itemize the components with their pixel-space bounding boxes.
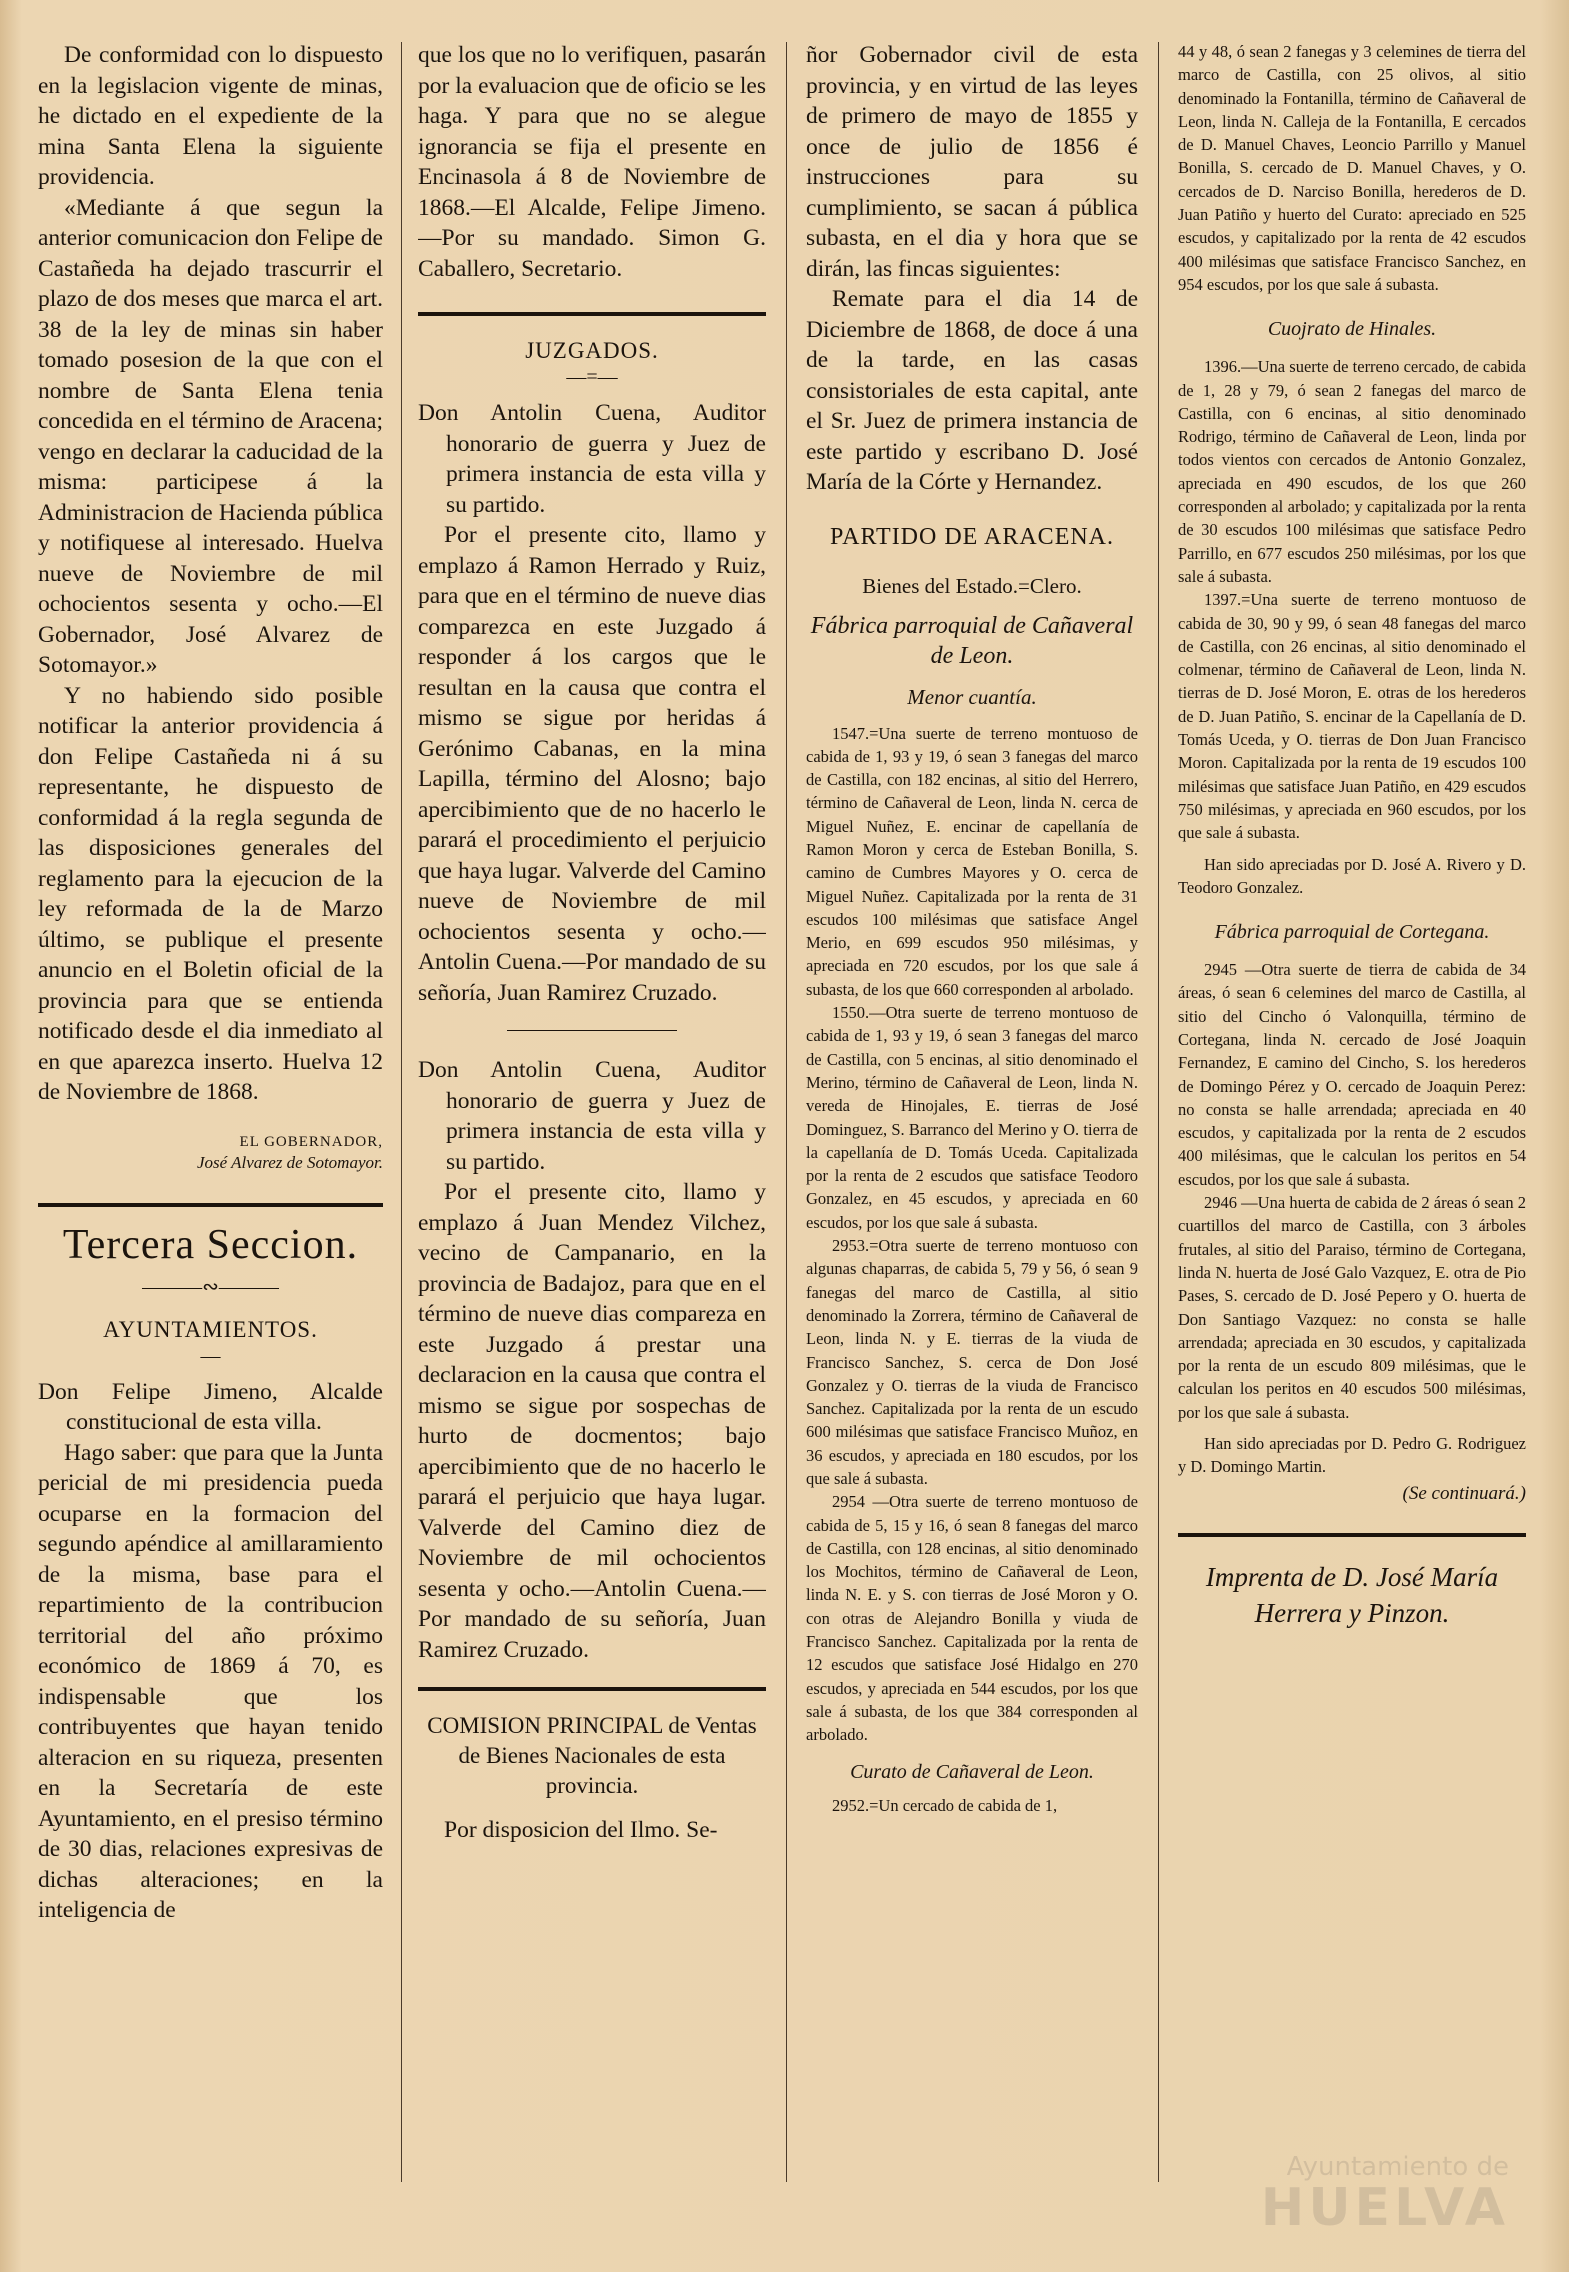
section-rule: [1178, 1533, 1526, 1537]
column-rule: [786, 42, 787, 2182]
ornament-divider: ———∾———: [142, 1275, 279, 1298]
archive-watermark: [1260, 2152, 1509, 2238]
column-2: [418, 40, 766, 1846]
section-heading: COMISION PRINCIPAL de Ventas de Bienes Nacionales de esta provincia.: [427, 1713, 757, 1798]
section-heading: JUZGADOS.: [525, 338, 659, 363]
paragraph: ñor Gobernador civil de esta provincia, y en virtud de las leyes de primero de mayo de 1855 y once de julio de 1856 é instrucciones para su cumplimiento, se sacan á pública subasta, en el dia y hora que se dirán, las fincas siguientes:: [806, 42, 1138, 282]
subheading: Bienes del Estado.=Clero.: [862, 573, 1082, 598]
signature-title: EL GOBERNADOR,: [239, 1133, 383, 1150]
paragraph: Hago saber: que para que la Junta pericial de mi presidencia pueda ocuparse en la formacion del segundo apéndice al amillaramiento de la misma, base para el repartimiento de la contribucion territorial del año próximo económico de 1869 á 70, es indispensable que los contribuyentes que hayan tenido alteracion en su riqueza, presenten en la Secretaría de este Ayuntamiento, en el presiso término de 30 dias, relaciones expresivas de dichas alteraciones; en la inteligencia de: [38, 1439, 383, 1923]
column-4: [1178, 40, 1526, 1631]
paragraph: Por el presente cito, llamo y emplazo á Ramon Herrado y Ruiz, para que en el término de nueve dias comparezca en este Juzgado á responder á los cargos que le resultan en la causa que contra el mismo se sigue por heridas á Gerónimo Cabanas, en la mina Lapilla, término del Alosno; bajo apercibimiento que de no hacerlo le parará el procedimiento el perjuicio que haya lugar. Valverde del Camino nueve de Noviembre de mil ochocientos sesenta y ocho.—Antolin Cuena.—Por mandado de su señoría, Juan Ramirez Cruzado.: [418, 522, 766, 1006]
paragraph: Don Antolin Cuena, Auditor honorario de guerra y Juez de primera instancia de esta villa y su partido.: [418, 1057, 766, 1175]
lot-entry: 1397.=Una suerte de terreno montuoso de cabida de 30, 90 y 99, ó sean 48 fanegas del marco de Castilla, con 26 encinas, al sitio denominado el colmenar, término de Cañaveral de Leon, linda N. tierras de D. José Moron, E. otras de los herederos de D. Juan Patiño, S. encinar de la Capellanía de D. Tomás Uceda, y O. tierras de Don Juan Francisco Moron. Capitalizada por la renta de 19 escudos 100 milésimas que satisface Juan Patiño, en 429 escudos 750 milésimas, y apreciada en 960 escudos, por los que sale á subasta.: [1178, 590, 1526, 843]
section-heading: PARTIDO DE ARACENA.: [829, 523, 1115, 550]
printer-credit: Imprenta de D. José María Herrera y Pinzon.: [1205, 1561, 1499, 1628]
column-rule: [1158, 42, 1159, 2182]
section-rule: [418, 1687, 766, 1691]
appraisal-note: Han sido apreciadas por D. José A. Rivero y D. Teodoro Gonzalez.: [1178, 854, 1526, 897]
paragraph: Y no habiendo sido posible notificar la anterior providencia á don Felipe Castañeda ni á su representante, he dispuesto de conformidad á la regla segunda de las disposiciones generales del reglamento para la ejecucion de la ley reformada de la de Marzo último, se publique el presente anuncio en el Boletin oficial de la provincia para que se entienda notificado desde el dia inmediato al en que aparezca inserto. Huelva 12 de Noviembre de 1868.: [38, 682, 383, 1105]
subheading: Fábrica parroquial de Cortegana.: [1214, 921, 1490, 944]
lot-entry: 2946 —Una huerta de cabida de 2 áreas ó sean 2 cuartillos del marco de Castilla, con 3 árboles frutales, al sitio del Paraiso, término de Cortegana, linda N. huerta de José Galo Vazquez, E. otra de Pio Pases, S. cercado de D. José Pepero y O. huerta de Don Santiago Vazquez: no consta se halle arrendada; apreciada en 30 escudos, y capitalizada por la renta de un escudo 809 milésimas, que le calculan los peritos en 40 escudos 500 milésimas, por los que sale á subasta.: [1178, 1193, 1526, 1422]
section-rule: [38, 1203, 383, 1207]
section-rule: [418, 312, 766, 316]
lot-entry: 1396.—Una suerte de terreno cercado, de cabida de 1, 28 y 79, ó sean 2 fanegas del marco de Castilla, con 6 encinas, al sitio denominado Rodrigo, término de Cañaveral de Leon, linda por todos vientos con cercados de Antonio Gonzalez, apreciada en 490 escudos, de los que 260 corresponden al arbolado; y capitalizada por la renta de 30 escudos 100 milésimas que satisface Pedro Parrillo, en 677 escudos 250 milésimas, por los que sale á subasta.: [1178, 357, 1526, 586]
subheading: Fábrica parroquial de Cañaveral de Leon.: [810, 612, 1134, 669]
lot-entry: 2945 —Otra suerte de tierra de cabida de 34 áreas, ó sean 6 celemines del marco de Castilla, al sitio del Cincho ó Valonquilla, término de Cortegana, linda N. cercado de José Joaquin Fernandez, E camino del Cincho, S. los herederos de Domingo Pérez y O. cercado de Joaquin Perez: no consta se halle arrendada; apreciada en 40 escudos, y capitalizada por la renta de 2 escudos 400 milésimas, que le calculan los peritos en 54 escudos, por los que sale á subasta.: [1178, 960, 1526, 1189]
lot-entry: 1547.=Una suerte de terreno montuoso de cabida de 1, 93 y 19, ó sean 3 fanegas del marco de Castilla, con 182 encinas, al sitio del Herrero, término de Cañaveral de Leon, linda N. cerca de Miguel Nuñez, E. encinar de capellanía de Ramon Moron y cerca de Esteban Bonilla, S. camino de Cumbres Mayores y O. cerca de Miguel Nuñez. Capitalizada por la renta de 31 escudos 100 milésimas que satisface Angel Merio, en 699 escudos 950 milésimas, y apreciada en 720 escudos, por los que sale á subasta, de los que 660 corresponden al arbolado.: [806, 723, 1138, 999]
lot-entry: 2953.=Otra suerte de terreno montuoso con algunas chaparras, de cabida 5, 79 y 56, ó sean 9 fanegas del marco de Castilla, al sitio denominado la Zorrera, término de Cañaveral de Leon, linda N. y E. tierras de la viuda de Francisco Sanchez, S. cerca de Don José Gonzalez y O. tierras de la viuda de Francisco Sanchez. Capitalizada por la renta de un escudo 600 milésimas que satisface Francisco Muñoz, en 36 escudos, y apreciada en 180 escudos, por los que sale á subasta.: [806, 1236, 1138, 1488]
lot-entry: 2954 —Otra suerte de terreno montuoso de cabida de 5, 15 y 16, ó sean 8 fanegas del marco de Castilla, con 128 encinas, al sitio denominado los Mochitos, término de Cañaveral de Leon, linda N. E. y S. con tierras de José Moron y O. con otras de Alejandro Bonilla y viuda de Francisco Sanchez. Capitalizada por la renta de 12 escudos que satisface José Hidalgo en 270 escudos, y apreciada en 544 escudos, por los que sale á subasta, de los que 384 corresponden al arbolado.: [806, 1492, 1138, 1745]
column-rule: [401, 42, 402, 2182]
signature-name: José Alvarez de Sotomayor.: [196, 1152, 383, 1172]
watermark-line: HUELVA: [1260, 2178, 1509, 2238]
heading-dash: —=—: [566, 366, 618, 388]
lot-entry: 2952.=Un cercado de cabida de 1,: [832, 1795, 1058, 1815]
paragraph: Por el presente cito, llamo y emplazo á Juan Mendez Vilchez, vecino de Campanario, en la provincia de Badajoz, para que en el término de nueve dias compareza en este Juzgado á prestar una declaracion en la causa que contra el mismo se sigue por sospechas de hurto de docmentos; bajo apercibimiento que de no hacerlo le parará el perjuicio que haya lugar. Valverde del Camino diez de Noviembre de mil ochocientos sesenta y ocho.—Antolin Cuena.—Por mandado de su señoría, Juan Ramirez Cruzado.: [418, 1179, 766, 1663]
paragraph: Don Antolin Cuena, Auditor honorario de guerra y Juez de primera instancia de esta villa y su partido.: [418, 400, 766, 518]
lot-entry: 1550.—Otra suerte de terreno montuoso de cabida de 1, 93 y 19, ó sean 3 fanegas del marco de Castilla, con 5 encinas, al sitio denominado el Merino, término de Cañaveral de Leon, linda N. vereda de Hinojales, E. tierras de José Dominguez, S. Barranco del Merino y O. tierra de la capellanía de D. Tomás Uceda. Capitalizada por la renta de 2 escudos que satisface Teodoro Gonzalez, en 45 escudos, y apreciada en 60 escudos, por los que sale á subasta.: [806, 1003, 1138, 1232]
section-title: Tercera Seccion.: [62, 1221, 359, 1268]
lot-entry: 44 y 48, ó sean 2 fanegas y 3 celemines de tierra del marco de Castilla, con 25 olivos, al sitio denominado la Fontanilla, término de Cañaveral de Leon, linda N. Calleja de la Fontanilla, E cercados de D. Manuel Chaves, Leoncio Parrillo y Manuel Bonilla, S. cercado de D. Manuel Chaves, y O. cercados de D. Narciso Bonilla, herederos de D. Juan Patiño y huerto del Curato: apreciado en 525 escudos, y capitalizado por la renta de 42 escudos 400 milésimas que satisface Francisco Sanchez, en 954 escudos, por los que sale á subasta.: [1178, 42, 1526, 294]
section-heading: AYUNTAMIENTOS.: [103, 1316, 318, 1342]
paragraph: que los que no lo verifiquen, pasarán por la evaluacion que de oficio se les haga. Y para que no se alegue ignorancia se fija el presente en Encinasola á 8 de Noviembre de 1868.—El Alcalde, Felipe Jimeno.—Por su mandado. Simon G. Caballero, Secretario.: [418, 42, 766, 282]
paragraph: Por disposicion del Ilmo. Se-: [444, 1817, 718, 1843]
column-3: [806, 40, 1138, 1817]
paragraph: «Mediante á que segun la anterior comunicacion don Felipe de Castañeda ha dejado trascurrir el plazo de dos meses que marca el art. 38 de la ley de minas sin haber tomado posesion de la que con el nombre de Santa Elena tenia concedida en el término de Aracena; vengo en declarar la caducidad de la misma: participese á la Administracion de Hacienda pública y notifiquese al interesado. Huelva nueve de Noviembre de mil ochocientos sesenta y ocho.—El Gobernador, José Alvarez de Sotomayor.»: [38, 194, 383, 678]
subheading: Menor cuantía.: [907, 684, 1037, 709]
appraisal-note: Han sido apreciadas por D. Pedro G. Rodriguez y D. Domingo Martin.: [1178, 1434, 1526, 1477]
subheading: Cuojrato de Hinales.: [1267, 318, 1437, 341]
watermark-line: Ayuntamiento de: [1286, 2152, 1509, 2182]
heading-dash: —: [200, 1344, 221, 1367]
paragraph: De conformidad con lo dispuesto en la legislacion vigente de minas, he dictado en el expediente de la mina Santa Elena la siguiente providencia.: [38, 42, 383, 190]
subheading: Curato de Cañaveral de Leon.: [850, 1760, 1094, 1783]
continuation-note: (Se continuará.): [1402, 1482, 1526, 1504]
paragraph: Don Felipe Jimeno, Alcalde constitucional de esta villa.: [38, 1378, 383, 1435]
column-1: [38, 40, 383, 1926]
paragraph: Remate para el dia 14 de Diciembre de 1868, de doce á una de la tarde, en las casas consistoriales de esta capital, ante el Sr. Juez de primera instancia de este partido y escribano D. José María de la Córte y Hernandez.: [806, 286, 1138, 495]
